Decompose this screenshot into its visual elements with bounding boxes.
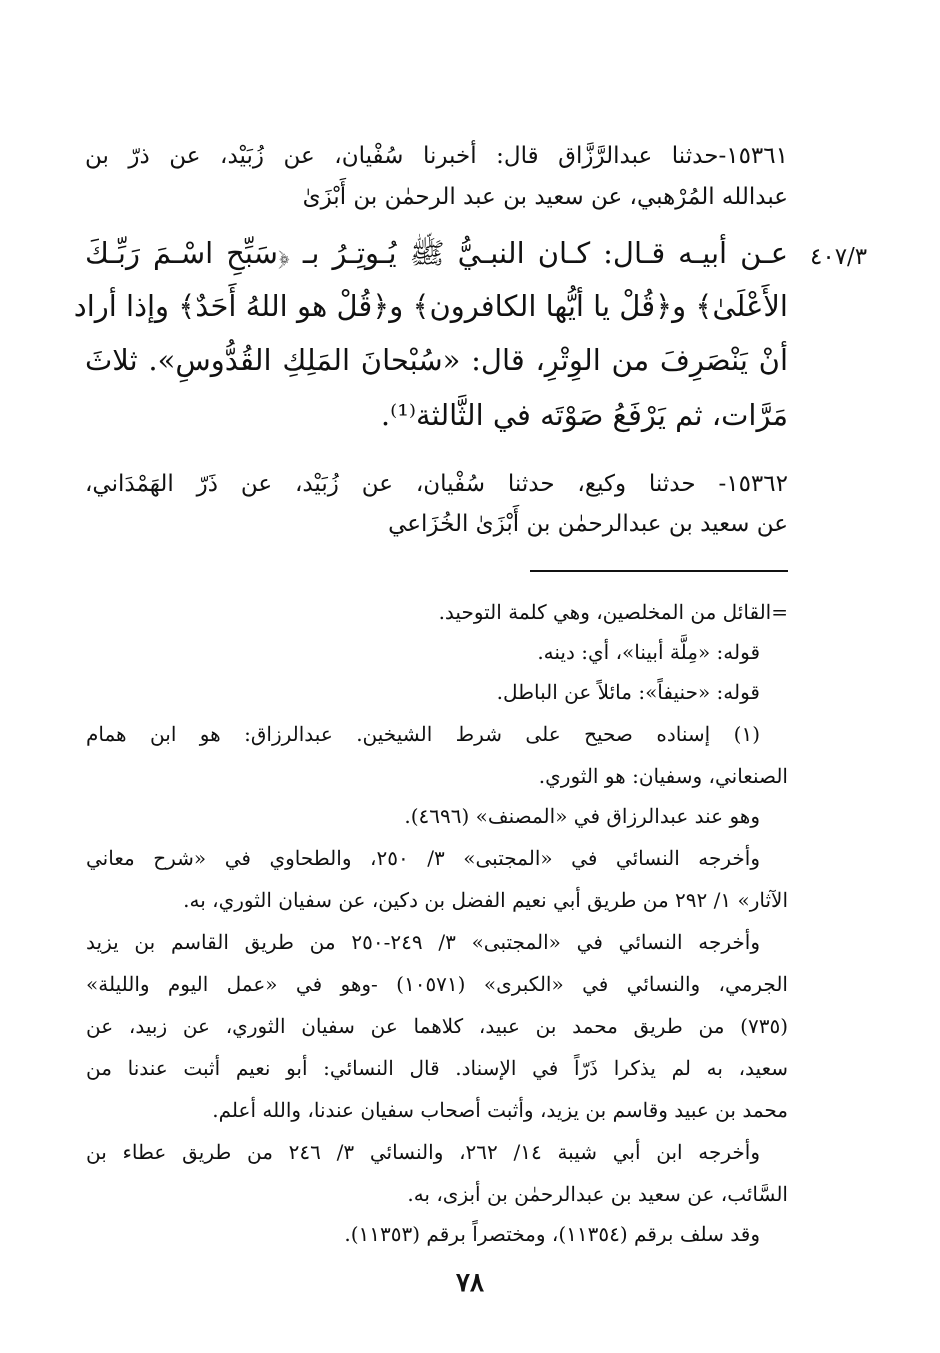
footnote-line: وأخرجه ابن أبي شيبة ١٤/ ٢٦٢، والنسائي ٣/ ٢٤٦ من طريق عطاء بن bbox=[86, 1140, 760, 1164]
footnote-line: الصنعاني، وسفيان: هو الثوري. bbox=[538, 764, 788, 788]
footnote-line: (١) إسناده صحيح على شرط الشيخين. عبدالرزاق: هو ابن همام bbox=[86, 722, 760, 746]
main-text-line-1: عـن أبيـه قـال: كـان النبـيُّ ﷺ يُـوتِـرُ بـ ﴿سَبِّحِ اسْـمَ رَبِّـكَ bbox=[85, 236, 788, 270]
margin-volume-page-reference: ٤٠٧/٣ bbox=[810, 244, 868, 270]
main-text-line-3: أنْ يَنْصَرِفَ من الوِتْرِ، قال: «سُبْحانَ المَلِكِ القُدُّوسِ». ثلاثَ bbox=[85, 343, 788, 377]
footnote-line: =القائل من المخلصين، وهي كلمة التوحيد. bbox=[438, 600, 788, 624]
hadith-15362-line-1: ١٥٣٦٢- حدثنا وكيع، حدثنا سُفْيان، عن زُبَيْد، عن ذَرّ الهَمْدَاني، bbox=[85, 471, 788, 497]
footnote-line: وأخرجه النسائي في «المجتبى» ٣/ ٢٤٩-٢٥٠ من طريق القاسم بن يزيد bbox=[86, 930, 760, 954]
footnote-line: وقد سلف برقم (١١٣٥٤)، ومختصراً برقم (١١٣٥٣). bbox=[344, 1222, 760, 1246]
footnote-line: وأخرجه النسائي في «المجتبى» ٣/ ٢٥٠، والطحاوي في «شرح معاني bbox=[86, 846, 760, 870]
footnote-line: (٧٣٥) من طريق محمد بن عبيد، كلاهما عن سفيان الثوري، عن زبيد، عن bbox=[86, 1014, 788, 1038]
footnote-line: قوله: «حنيفاً»: مائلاً عن الباطل. bbox=[496, 680, 760, 704]
hadith-15361-line-2: عبدالله المُرْهبي، عن سعيد بن عبد الرحمٰن بن أَبْزَىٰ bbox=[302, 184, 788, 210]
main-text-line-4: مَرَّات، ثم يَرْفَعُ صَوْتَه في الثَّالثة⁽¹⁾. bbox=[380, 398, 788, 432]
main-text-line-2: الأَعْلَىٰ﴾ و﴿قُلْ يا أيُّها الكافرون﴾ و﴿قُلْ هو اللهُ أَحَدٌ﴾ وإذا أراد bbox=[73, 289, 788, 323]
footnote-line: الآثار» ١/ ٢٩٢ من طريق أبي نعيم الفضل بن دكين، عن سفيان الثوري، به. bbox=[183, 888, 788, 912]
footnote-line: السَّائب، عن سعيد بن عبدالرحمٰن بن أبزى، به. bbox=[407, 1182, 788, 1206]
footnote-line: قوله: «مِلَّة أبينا»، أي: دينه. bbox=[537, 640, 760, 664]
footnote-line: الجرمي، والنسائي في «الكبرى» (١٠٥٧١) -وهو في «عمل اليوم والليلة» bbox=[86, 972, 788, 996]
footnote-line: وهو عند عبدالرزاق في «المصنف» (٤٦٩٦). bbox=[404, 804, 760, 828]
footnote-separator-rule bbox=[530, 570, 788, 572]
page-number: ٧٨ bbox=[456, 1268, 484, 1298]
hadith-15361-line-1: ١٥٣٦١-حدثنا عبدالرَّزَّاق قال: أخبرنا سُفْيان، عن زُبَيْد، عن ذرّ بن bbox=[85, 143, 788, 169]
footnote-line: سعيد، به لم يذكرا ذَرّاً في الإسناد. قال النسائي: أبو نعيم أثبت عندنا من bbox=[86, 1056, 788, 1080]
footnote-line: محمد بن عبيد وقاسم بن يزيد، وأثبت أصحاب سفيان عندنا، والله أعلم. bbox=[212, 1098, 788, 1122]
hadith-15362-line-2: عن سعيد بن عبدالرحمٰن بن أَبْزَىٰ الخُزَاعي bbox=[388, 511, 788, 537]
